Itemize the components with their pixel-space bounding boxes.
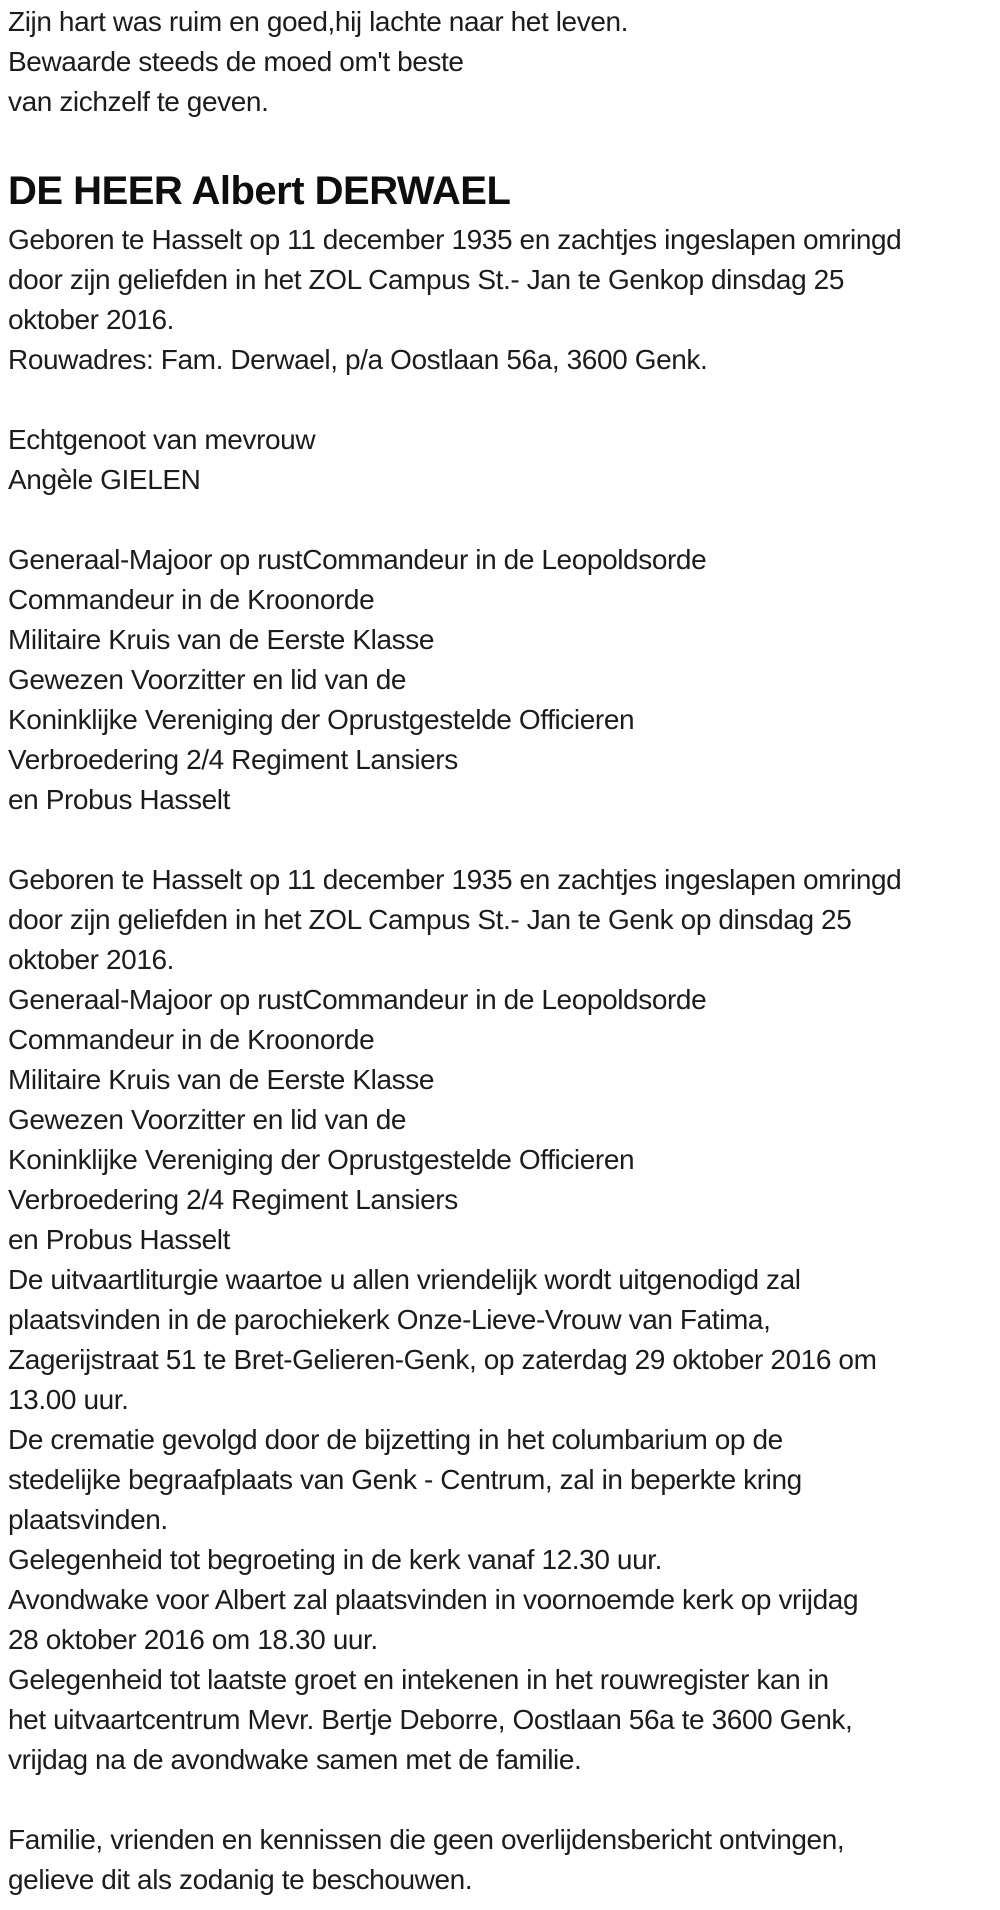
- announcement-line: Gelegenheid tot laatste groet en intekenen in het rouwregister kan in: [8, 1664, 829, 1695]
- announcement-line: Gelegenheid tot begroeting in de kerk vanaf 12.30 uur.: [8, 1544, 662, 1575]
- mourning-address-line: Rouwadres: Fam. Derwael, p/a Oostlaan 56a, 3600 Genk.: [8, 344, 708, 375]
- honors-line: Gewezen Voorzitter en lid van de: [8, 664, 407, 695]
- spouse-line: Angèle GIELEN: [8, 464, 201, 495]
- announcement-line: en Probus Hasselt: [8, 1224, 230, 1255]
- announcement-line: oktober 2016.: [8, 944, 175, 975]
- honors-line: Militaire Kruis van de Eerste Klasse: [8, 624, 434, 655]
- announcement-line: 13.00 uur.: [8, 1384, 129, 1415]
- closing-block: [8, 1820, 992, 1900]
- birth-death-line: Geboren te Hasselt op 11 december 1935 en zachtjes ingeslapen omringd: [8, 224, 902, 255]
- announcement-line: Zagerijstraat 51 te Bret-Gelieren-Genk, op zaterdag 29 oktober 2016 om: [8, 1344, 877, 1375]
- announcement-line: plaatsvinden in de parochiekerk Onze-Lieve-Vrouw van Fatima,: [8, 1304, 771, 1335]
- honors-line: en Probus Hasselt: [8, 784, 230, 815]
- spouse-line: Echtgenoot van mevrouw: [8, 424, 316, 455]
- announcement-line: het uitvaartcentrum Mevr. Bertje Deborre, Oostlaan 56a te 3600 Genk,: [8, 1704, 853, 1735]
- announcement-line: De crematie gevolgd door de bijzetting in het columbarium op de: [8, 1424, 783, 1455]
- honors-line: Verbroedering 2/4 Regiment Lansiers: [8, 744, 458, 775]
- announcement-line: Verbroedering 2/4 Regiment Lansiers: [8, 1184, 458, 1215]
- epigraph-line: van zichzelf te geven.: [8, 86, 269, 117]
- announcement-line: De uitvaartliturgie waartoe u allen vriendelijk wordt uitgenodigd zal: [8, 1264, 801, 1295]
- announcement-line: Generaal-Majoor op rustCommandeur in de Leopoldsorde: [8, 984, 707, 1015]
- page-title: DE HEER Albert DERWAEL: [8, 169, 511, 213]
- epigraph-block: [8, 2, 992, 122]
- closing-line: gelieve dit als zodanig te beschouwen.: [8, 1864, 473, 1895]
- spouse-block: [8, 420, 992, 500]
- announcement-line: Geboren te Hasselt op 11 december 1935 en zachtjes ingeslapen omringd: [8, 864, 902, 895]
- announcement-line: Militaire Kruis van de Eerste Klasse: [8, 1064, 434, 1095]
- announcement-block: [8, 860, 992, 1780]
- announcement-line: Koninklijke Vereniging der Oprustgestelde Officieren: [8, 1144, 635, 1175]
- birth-death-line: oktober 2016.: [8, 304, 175, 335]
- honors-line: Generaal-Majoor op rustCommandeur in de Leopoldsorde: [8, 544, 707, 575]
- birth-death-line: door zijn geliefden in het ZOL Campus St.- Jan te Genkop dinsdag 25: [8, 264, 845, 295]
- epigraph-line: Bewaarde steeds de moed om't beste: [8, 46, 464, 77]
- announcement-line: door zijn geliefden in het ZOL Campus St.- Jan te Genk op dinsdag 25: [8, 904, 852, 935]
- honors-block: [8, 540, 992, 820]
- announcement-line: plaatsvinden.: [8, 1504, 168, 1535]
- closing-line: Familie, vrienden en kennissen die geen overlijdensbericht ontvingen,: [8, 1824, 845, 1855]
- announcement-line: vrijdag na de avondwake samen met de familie.: [8, 1744, 582, 1775]
- announcement-line: stedelijke begraafplaats van Genk - Centrum, zal in beperkte kring: [8, 1464, 802, 1495]
- epigraph-line: Zijn hart was ruim en goed,hij lachte naar het leven.: [8, 6, 629, 37]
- announcement-line: 28 oktober 2016 om 18.30 uur.: [8, 1624, 378, 1655]
- honors-line: Koninklijke Vereniging der Oprustgestelde Officieren: [8, 704, 635, 735]
- honors-line: Commandeur in de Kroonorde: [8, 584, 375, 615]
- announcement-line: Gewezen Voorzitter en lid van de: [8, 1104, 407, 1135]
- announcement-line: Avondwake voor Albert zal plaatsvinden in voornoemde kerk op vrijdag: [8, 1584, 859, 1615]
- announcement-line: Commandeur in de Kroonorde: [8, 1024, 375, 1055]
- deceased-block: [8, 162, 992, 380]
